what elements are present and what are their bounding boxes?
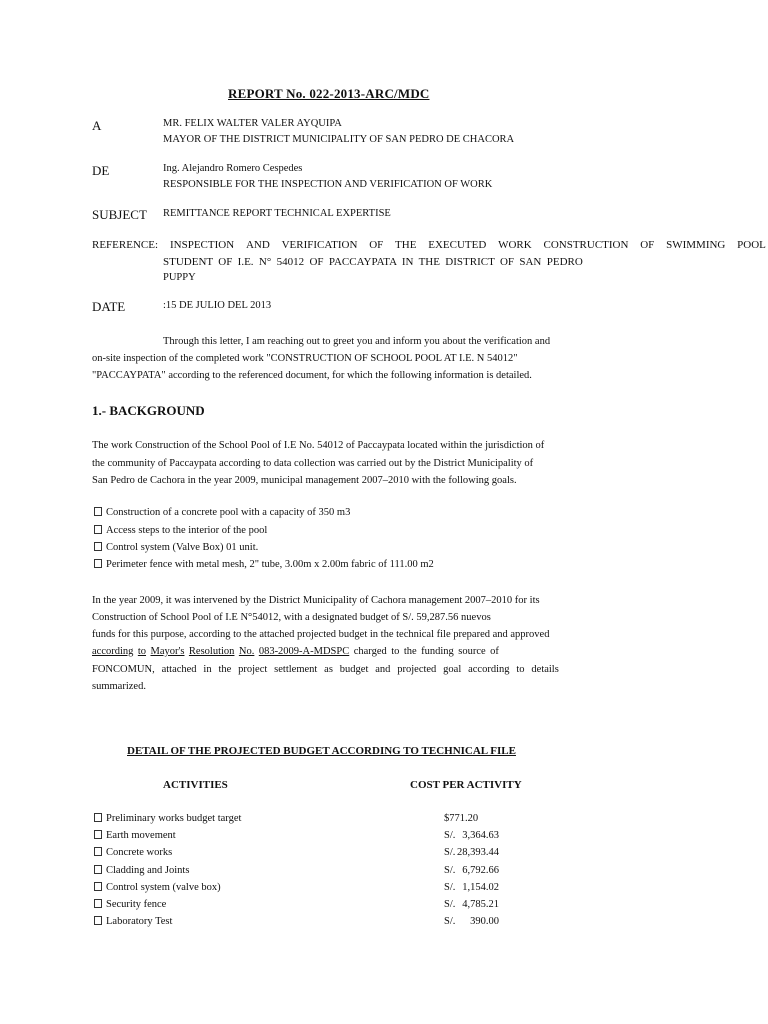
word: POOL [737,239,766,251]
word: charged [353,646,387,657]
word: CONSTRUCTION [543,239,629,251]
word: according [468,664,510,675]
intervention-line-4 [92,643,499,661]
table-row-amount: 390.00 [470,916,499,928]
activity-label: Cladding and Joints [106,864,190,876]
background-line-1: The work Construction of the School Pool of I.E No. 54012 of Paccaypata located within the jurisdiction of [92,440,545,451]
date-label: DATE [92,299,126,314]
intervention-line-5 [92,661,559,679]
checkbox-icon [94,899,102,908]
intro-line-2: on-site inspection of the completed work "CONSTRUCTION OF SCHOOL POOL AT I.E. N 54012" [92,353,518,364]
date-value: :15 DE JULIO DEL 2013 [163,300,272,311]
table-row-amount: 1,154.02 [462,881,499,893]
word: INSPECTION [170,239,235,251]
table-row-currency: $771.20 [444,813,479,824]
intervention-line-3: funds for this purpose, according to the attached projected budget in the technical file prepared and approved [92,629,550,640]
column-header-activities: ACTIVITIES [163,779,228,791]
table-row-activity [94,899,166,910]
word: projected [397,664,437,675]
word: No. [238,646,255,657]
checkbox-icon [94,882,102,891]
goal-item: Construction of a concrete pool with a capacity of 350 m3 [94,507,350,518]
column-header-cost: COST PER ACTIVITY [410,779,522,791]
table-row-amount: 28,393.44 [457,847,499,859]
table-row-currency: S/. [444,899,456,910]
checkbox-icon [94,916,102,925]
table-row-currency: S/. [444,881,456,893]
goal-item: Access steps to the interior of the pool [94,525,267,536]
word: Mayor's [150,646,185,657]
word: as [324,664,333,675]
activity-label: Earth movement [106,830,176,842]
table-row-currency: S/. [444,847,456,859]
table-row-activity [94,882,221,893]
checkbox-icon [94,542,102,551]
goal-item: Perimeter fence with metal mesh, 2" tube, 3.00m x 2.00m fabric of 111.00 m2 [94,559,434,570]
activity-label: Security fence [106,899,167,910]
word: 083-2009-A-MDSPC [258,646,350,657]
activity-label: Control system (valve box) [106,881,221,893]
word: of [490,646,499,657]
subject-value: REMITTANCE REPORT TECHNICAL EXPERTISE [163,208,391,219]
word: and [375,664,391,675]
table-row-activity [94,830,176,841]
reference-line-3: PUPPY [163,272,196,283]
budget-heading: DETAIL OF THE PROJECTED BUDGET ACCORDING TO TECHNICAL FILE [127,745,516,757]
intro-line-3: "PACCAYPATA" according to the referenced document, for which the following information is detailed. [92,370,532,381]
checkbox-icon [94,559,102,568]
table-row-activity [94,847,172,858]
checkbox-icon [94,813,102,822]
word: VERIFICATION [281,239,358,251]
reference-label: REFERENCE: [92,239,159,251]
table-row-activity [94,916,172,927]
table-row-currency: S/. [444,830,456,842]
to-name: MR. FELIX WALTER VALER AYQUIPA [163,118,342,129]
goal-item: Control system (Valve Box) 01 unit. [94,542,258,553]
checkbox-icon [94,865,102,874]
word: the [218,664,232,675]
word: funding [421,646,454,657]
word: Resolution [188,646,235,657]
background-line-2: the community of Paccaypata according to data collection was carried out by the District Municipality of [92,458,534,469]
table-row-currency: S/. [444,916,456,928]
from-name: Ing. Alejandro Romero Cespedes [163,163,303,174]
word: in [203,664,212,675]
word: to [516,664,525,675]
word: FONCOMUN, [92,664,155,675]
intervention-line-1: In the year 2009, it was intervened by the District Municipality of Cachora management 2007–2010 for its [92,595,540,606]
word: source [458,646,486,657]
word: budget [339,664,369,675]
word: THE [395,239,417,251]
intro-line-1: Through this letter, I am reaching out to greet you and inform you about the verification and [163,336,551,347]
intervention-line-6: summarized. [92,681,146,692]
checkbox-icon [94,847,102,856]
word: OF [369,239,384,251]
word: project [238,664,268,675]
word: according [92,646,134,657]
word: to [391,646,400,657]
word: AND [245,239,270,251]
table-row-amount: 3,364.63 [462,830,499,842]
table-row-amount: 6,792.66 [462,864,499,876]
background-line-3: San Pedro de Cachora in the year 2009, municipal management 2007–2010 with the following goals. [92,475,517,486]
report-title: REPORT No. 022-2013-ARC/MDC [228,86,430,101]
word: WORK [498,239,532,251]
activity-label: Laboratory Test [106,916,173,928]
checkbox-icon [94,507,102,516]
word: SWIMMING [666,239,726,251]
table-row-activity [94,865,189,876]
table-row-currency: S/. [444,864,456,876]
from-label: DE [92,163,110,178]
activity-label: Concrete works [106,847,173,859]
activity-label: Preliminary works budget target [106,813,242,824]
word: the [403,646,417,657]
reference-line-1 [170,239,766,251]
word: OF [640,239,655,251]
word: settlement [274,664,318,675]
background-heading: 1.- BACKGROUND [92,403,205,418]
checkbox-icon [94,525,102,534]
table-row-activity [94,813,241,824]
checkbox-icon [94,830,102,839]
from-title: RESPONSIBLE FOR THE INSPECTION AND VERIFICATION OF WORK [163,179,493,190]
word: goal [443,664,462,675]
word: to [137,646,147,657]
reference-line-2: STUDENT OF I.E. N° 54012 OF PACCAYPATA IN THE DISTRICT OF SAN PEDRO [163,256,583,268]
word: EXECUTED [428,239,487,251]
word: attached [161,664,197,675]
subject-label: SUBJECT [92,207,147,222]
intervention-line-2: Construction of School Pool of I.E N°54012, with a designated budget of S/. 59,287.56 nuevos [92,612,491,623]
word: details [531,664,559,675]
to-label: A [92,118,102,133]
to-title: MAYOR OF THE DISTRICT MUNICIPALITY OF SAN PEDRO DE CHACORA [163,134,515,145]
table-row-amount: 4,785.21 [462,899,499,910]
